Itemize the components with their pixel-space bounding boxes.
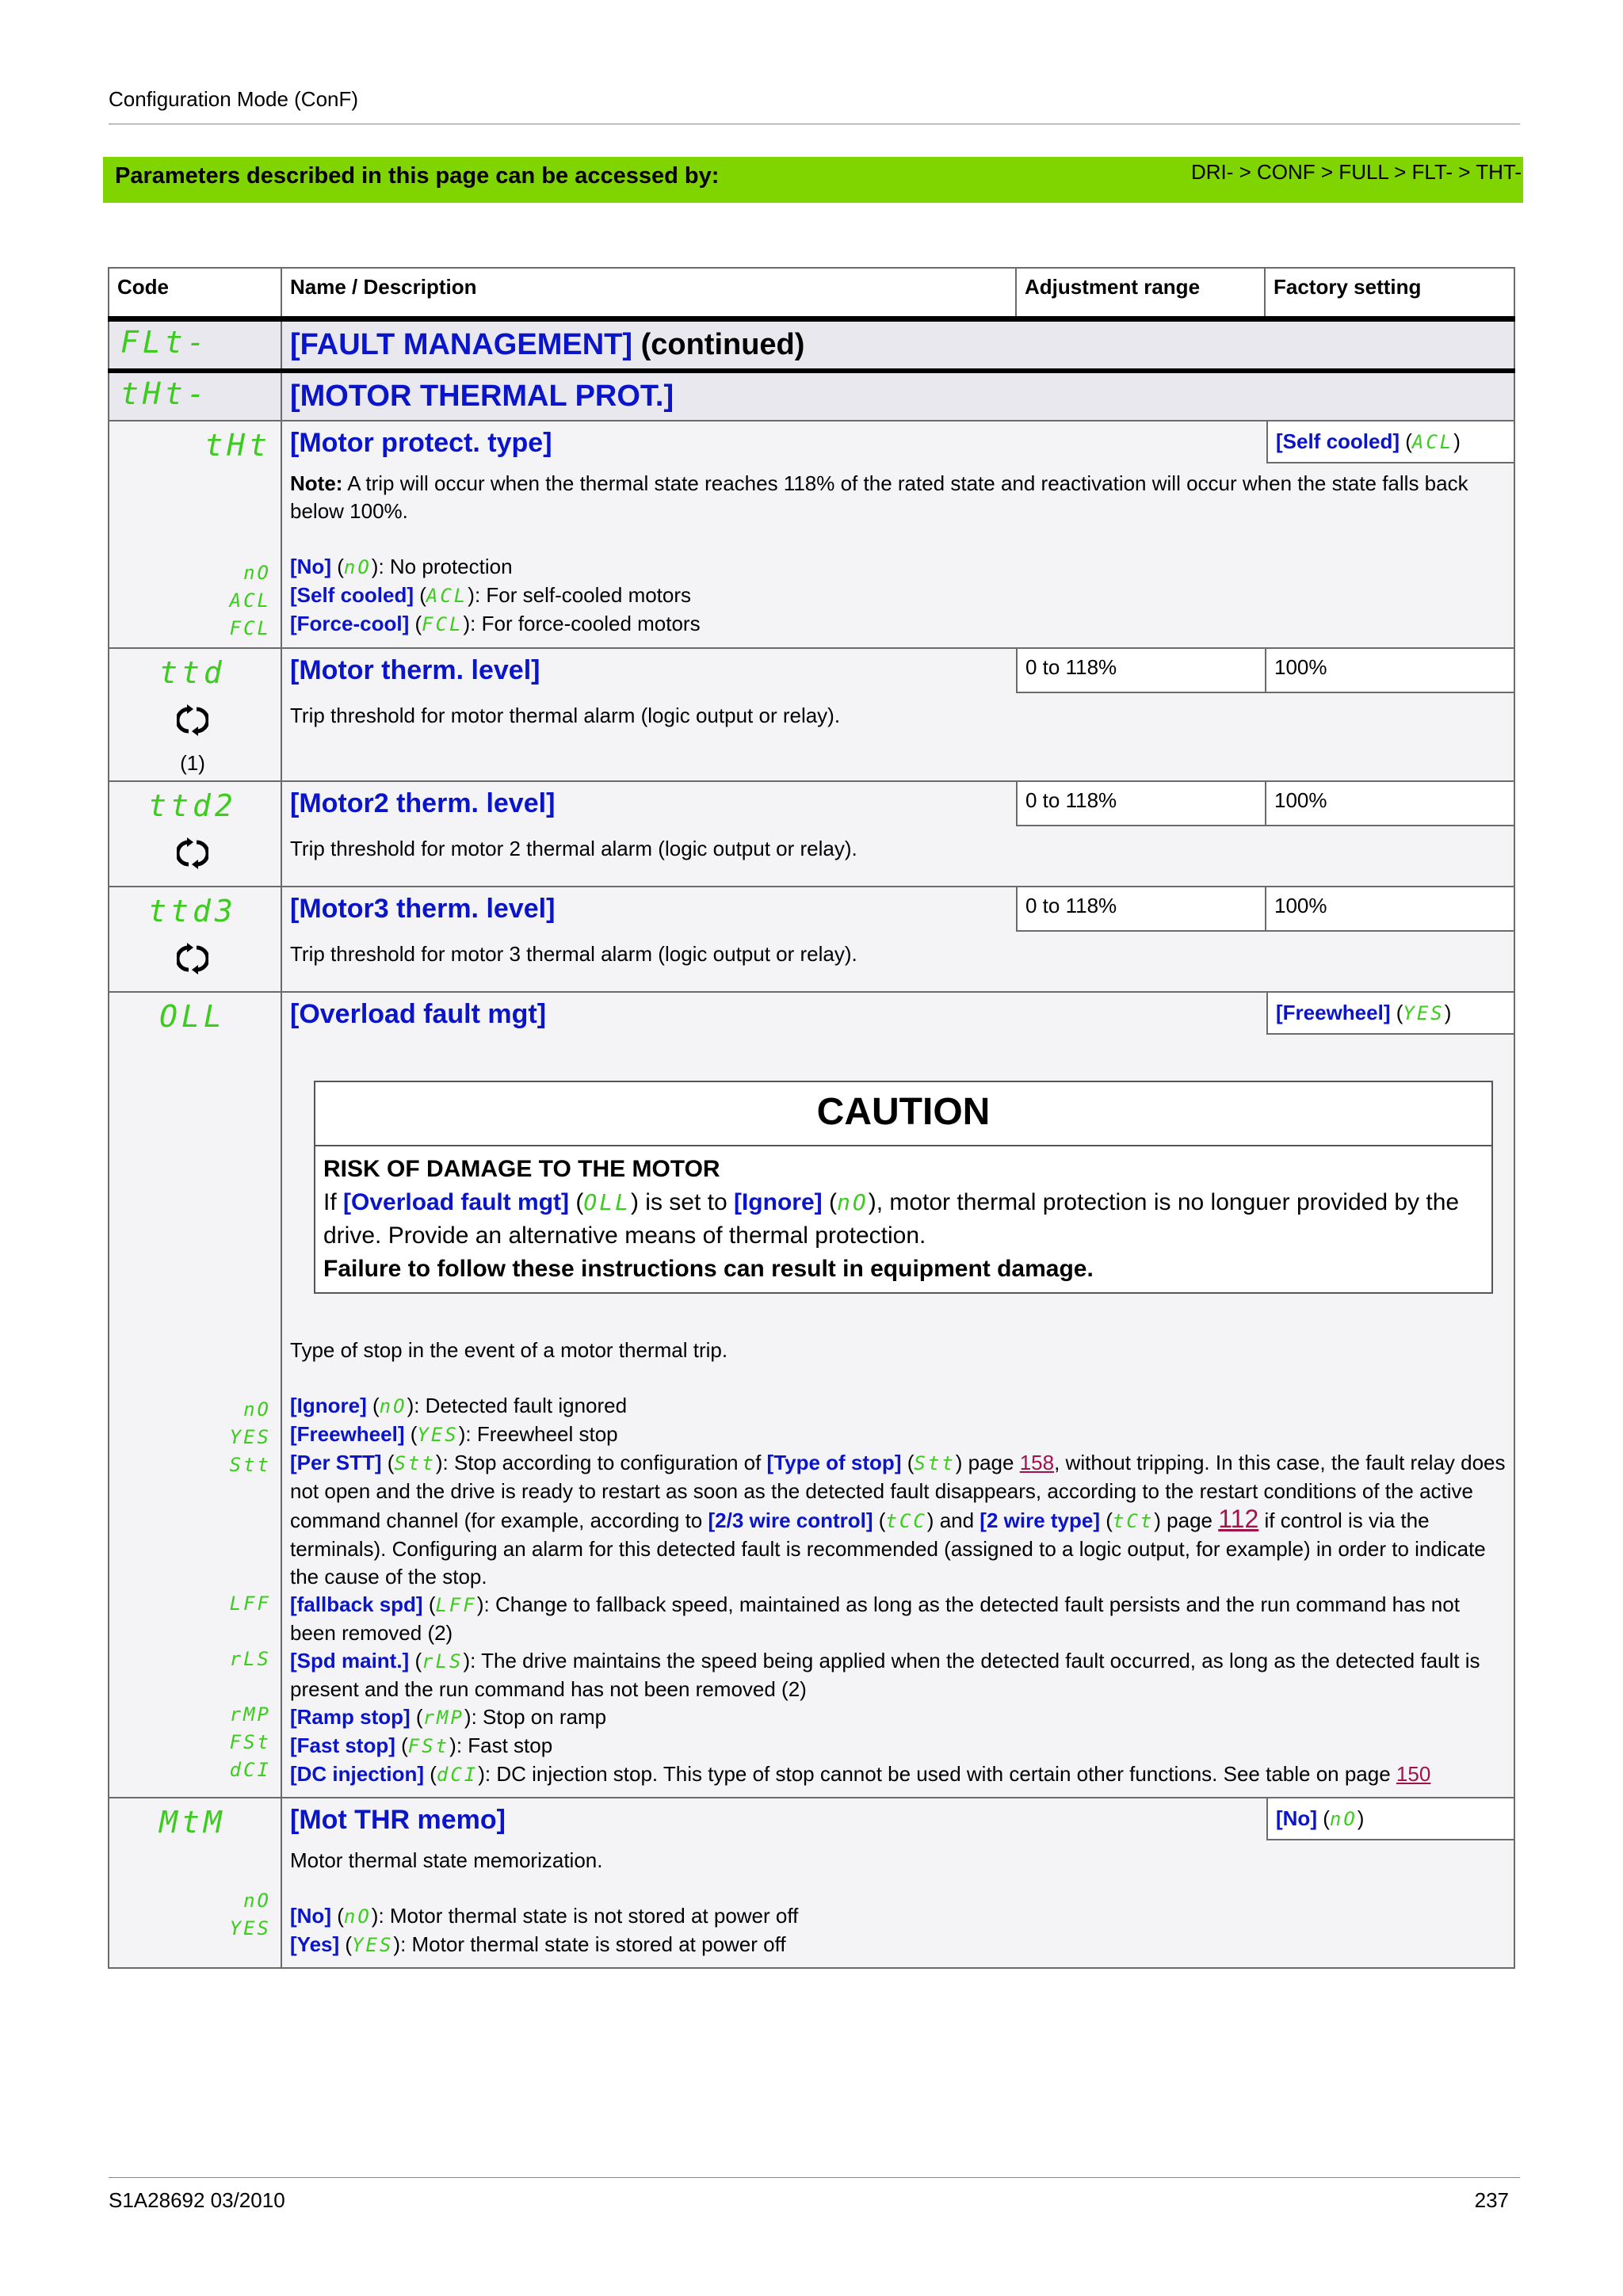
page-link[interactable]: 150 [1396, 1762, 1431, 1786]
col-header-factory: Factory setting [1265, 268, 1514, 319]
factory-setting-box: [Self cooled] (ACL) [1266, 421, 1514, 463]
adjustment-range: 0 to 118% [1016, 782, 1265, 826]
option-code: Stt [229, 1454, 271, 1476]
document-reference: S1A28692 03/2010 [109, 2188, 285, 2212]
param-description: Motor thermal state memorization. [290, 1848, 603, 1872]
param-row-mtm [109, 1798, 1514, 1968]
section-title: [FAULT MANAGEMENT] [290, 328, 633, 361]
param-name: [Overload fault mgt] [290, 999, 547, 1029]
param-description: Type of stop in the event of a motor thermal trip. [290, 1338, 728, 1362]
option-freewheel: [Freewheel] (YES): Freewheel stop [290, 1422, 618, 1446]
access-banner-path: DRI- > CONF > FULL > FLT- > THT- [1190, 160, 1522, 184]
option-code: nO [243, 1890, 271, 1912]
section-suffix: (continued) [632, 328, 805, 361]
param-row-ttd [109, 648, 1514, 781]
param-name: [Motor protect. type] [290, 428, 552, 458]
caution-box [314, 1081, 1493, 1294]
page-header-title: Configuration Mode (ConF) [109, 87, 359, 111]
param-code: ttd2 [148, 788, 237, 823]
param-code: ttd3 [148, 894, 237, 929]
footnote-ref: (1) [180, 751, 205, 775]
section-code: FLt- [120, 325, 209, 360]
option-fast-stop: [Fast stop] (FSt): Fast stop [290, 1733, 553, 1757]
option-code: rMP [229, 1703, 271, 1726]
factory-setting: 100% [1265, 782, 1514, 826]
option-speed-maintained: [Spd maint.] (rLS): The drive maintains the speed being applied when the detected fault occurred, as long as the detected fault is present and the run command has not been removed (2) [290, 1649, 1480, 1701]
factory-setting-box: [No] (nO) [1266, 1798, 1514, 1840]
section-title: [MOTOR THERMAL PROT.] [290, 379, 674, 413]
option-force-cool: [Force-cool] (FCL): For force-cooled motors [290, 612, 701, 635]
param-name: [Motor2 therm. level] [290, 788, 556, 818]
option-code: FCL [229, 617, 271, 639]
option-code: ACL [229, 589, 271, 612]
param-name: [Motor3 therm. level] [290, 894, 556, 924]
parameter-table [108, 267, 1515, 1969]
note-text: A trip will occur when the thermal state reaches 118% of the rated state and reactivation will occur when the state falls back below 100%. [290, 471, 1468, 523]
option-self-cooled: [Self cooled] (ACL): For self-cooled motors [290, 583, 692, 607]
sync-icon [114, 704, 271, 742]
param-description: Trip threshold for motor 2 thermal alarm (logic output or relay). [290, 837, 857, 860]
section-code: tHt- [120, 376, 209, 411]
param-row-tht [109, 421, 1514, 648]
param-row-ttd2 [109, 781, 1514, 887]
factory-setting: 100% [1265, 649, 1514, 693]
col-header-name: Name / Description [281, 268, 1016, 319]
option-ignore: [Ignore] (nO): Detected fault ignored [290, 1394, 628, 1417]
option-per-stt: [Per STT] (Stt): Stop according to configuration of [Type of stop] (Stt) page 158, without tripping. In this case, the fault relay does not open and the drive is ready to restart as soon as the detected fault disappears, according to the restart conditions of the active command channel (for example, according to [2/3 wire control] (tCC) and [2 wire type] (tCt) page 112 if control is via the terminals). Configuring an alarm for this detected fault is recommended (assigned to a logic output, for example) in order to indicate the cause of the stop. [290, 1451, 1506, 1589]
caution-title: CAUTION [315, 1082, 1491, 1146]
param-name: [Motor therm. level] [290, 655, 540, 685]
table-header-row [109, 268, 1514, 319]
option-code: nO [243, 1398, 271, 1421]
option-code: rLS [229, 1648, 271, 1670]
param-code: ttd [159, 655, 226, 690]
option-code: LFF [229, 1592, 271, 1615]
option-yes: [Yes] (YES): Motor thermal state is stored at power off [290, 1932, 786, 1956]
option-code: dCI [229, 1759, 271, 1781]
param-description: Trip threshold for motor thermal alarm (logic output or relay). [290, 704, 841, 727]
access-banner-label: Parameters described in this page can be accessed by: [115, 163, 720, 189]
sync-icon [114, 943, 271, 980]
note-label: Note: [290, 471, 343, 495]
option-code: YES [229, 1426, 271, 1448]
param-code: MtM [159, 1805, 226, 1840]
page-link[interactable]: 112 [1218, 1505, 1259, 1533]
option-no: [No] (nO): No protection [290, 555, 513, 578]
caution-warning: Failure to follow these instructions can result in equipment damage. [323, 1256, 1094, 1282]
param-name: [Mot THR memo] [290, 1805, 506, 1835]
factory-setting-box: [Freewheel] (YES) [1266, 993, 1514, 1035]
option-code: FSt [229, 1731, 271, 1753]
adjustment-range: 0 to 118% [1016, 649, 1265, 693]
param-row-oll [109, 992, 1514, 1798]
caution-heading: RISK OF DAMAGE TO THE MOTOR [323, 1156, 720, 1182]
footer-divider [109, 2177, 1520, 2178]
option-ramp-stop: [Ramp stop] (rMP): Stop on ramp [290, 1705, 607, 1729]
page-number: 237 [1474, 2188, 1509, 2212]
option-code: YES [229, 1917, 271, 1939]
option-no: [No] (nO): Motor thermal state is not stored at power off [290, 1904, 799, 1928]
col-header-range: Adjustment range [1016, 268, 1265, 319]
section-row-motor-thermal [109, 371, 1514, 421]
section-row-fault-management [109, 319, 1514, 372]
col-header-code: Code [109, 268, 281, 319]
param-row-ttd3 [109, 887, 1514, 992]
param-description: Trip threshold for motor 3 thermal alarm (logic output or relay). [290, 942, 857, 966]
option-dc-injection: [DC injection] (dCI): DC injection stop. This type of stop cannot be used with certain other functions. See table on page 150 [290, 1762, 1431, 1786]
page-link[interactable]: 158 [1019, 1451, 1055, 1474]
param-code: OLL [159, 999, 226, 1034]
option-fallback-speed: [fallback spd] (LFF): Change to fallback speed, maintained as long as the detected fault persists and the run command has not been removed (2) [290, 1592, 1460, 1645]
factory-code: ACL [1411, 431, 1454, 453]
option-code: nO [243, 562, 271, 584]
caution-text: If [Overload fault mgt] (OLL) is set to [Ignore] (nO), motor thermal protection is no longuer provided by the drive. Provide an alternative means of thermal protection. [323, 1189, 1460, 1249]
adjustment-range: 0 to 118% [1016, 887, 1265, 932]
factory-setting: 100% [1265, 887, 1514, 932]
sync-icon [114, 837, 271, 875]
factory-label: [Self cooled] [1276, 429, 1400, 453]
param-code: tHt [204, 428, 271, 463]
